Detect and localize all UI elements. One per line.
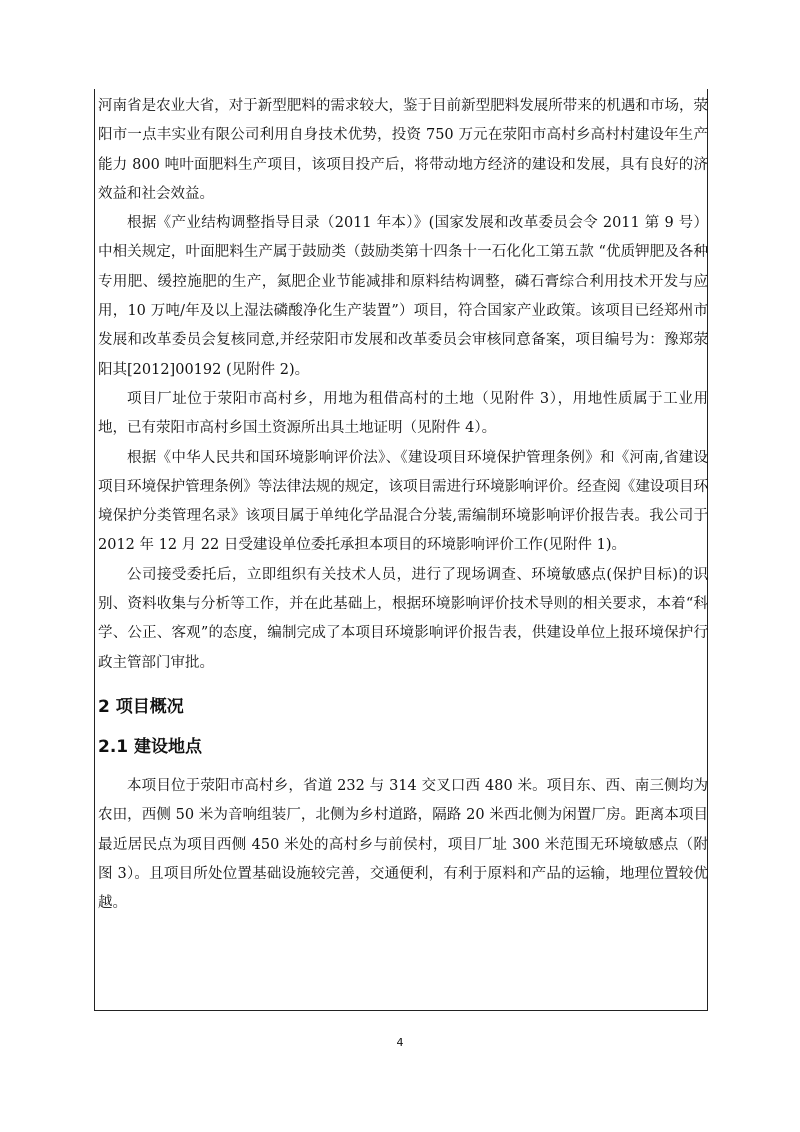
- policy-paragraph: 根据《产业结构调整指导目录（2011 年本）》(国家发展和改革委员会令 2011 第 9 号）中相关规定，叶面肥料生产属于鼓励类（鼓励类第十四条十一石化化工第五款 “优质钾肥及各种专用肥、缓控施肥的生产，氮肥企业节能减排和原料结构调整，磷石膏综合利用技术开发与应用，10 万吨/年及以上湿法磷酸净化生产装置”）项目，符合国家产业政策。该项目已经郑州市发展和改革委员会复核同意,并经荥阳市发展和改革委员会审核同意备案，项目编号为：豫郑荥阳其[2012]00192 (见附件 2)。: [98, 215, 708, 378]
- subsection-heading: 2.1 建设地点: [98, 736, 203, 757]
- intro-paragraph: 河南省是农业大省，对于新型肥料的需求较大，鉴于目前新型肥料发展所带来的机遇和市场，荥阳市一点丰实业有限公司利用自身技术优势，投资 750 万元在荥阳市高村乡高村村建设年生产能力 800 吨叶面肥料生产项目，该项目投产后，将带动地方经济的建设和发展，具有良好的济效益和社会效益。: [98, 98, 708, 202]
- page-number: 4: [396, 1036, 404, 1049]
- law-paragraph: 根据《中华人民共和国环境影响评价法》、《建设项目环境保护管理条例》和《河南,省建设项目环境保护管理条例》等法律法规的规定，该项目需进行环境影响评价。经查阅《建设项目环境保护分类管理名录》该项目属于单纯化学品混合分装,需编制环境影响评价报告表。我公司于 2012 年 12 月 22 日受建设单位委托承担本项目的环境影响评价工作(见附件 1)。: [98, 449, 708, 554]
- document-body: [98, 92, 708, 918]
- section-heading: 2 项目概况: [98, 696, 184, 717]
- site-paragraph: 项目厂址位于荥阳市高村乡，用地为租借高村的土地（见附件 3），用地性质属于工业用地，已有荥阳市高村乡国土资源所出具土地证明（见附件 4）。: [98, 390, 708, 437]
- location-paragraph: 本项目位于荥阳市高村乡，省道 232 与 314 交叉口西 480 米。项目东、西、南三侧均为农田，西侧 50 米为音响组装厂，北侧为乡村道路，隔路 20 米西北侧为闲置厂房。距离本项目最近居民点为项目西侧 450 米处的高村乡与前侯村，项目厂址 300 米范围无环境敏感点（附图 3）。且项目所处位置基础设施较完善，交通便利，有利于原料和产品的运输，地理位置较优越。: [98, 777, 708, 912]
- process-paragraph: 公司接受委托后，立即组织有关技术人员，进行了现场调查、环境敏感点(保护目标)的识别、资料收集与分析等工作，并在此基础上，根据环境影响评价技术导则的相关要求，本着“科学、公正、客观”的态度，编制完成了本项目环境影响评价报告表，供建设单位上报环境保护行政主管部门审批。: [98, 566, 708, 671]
